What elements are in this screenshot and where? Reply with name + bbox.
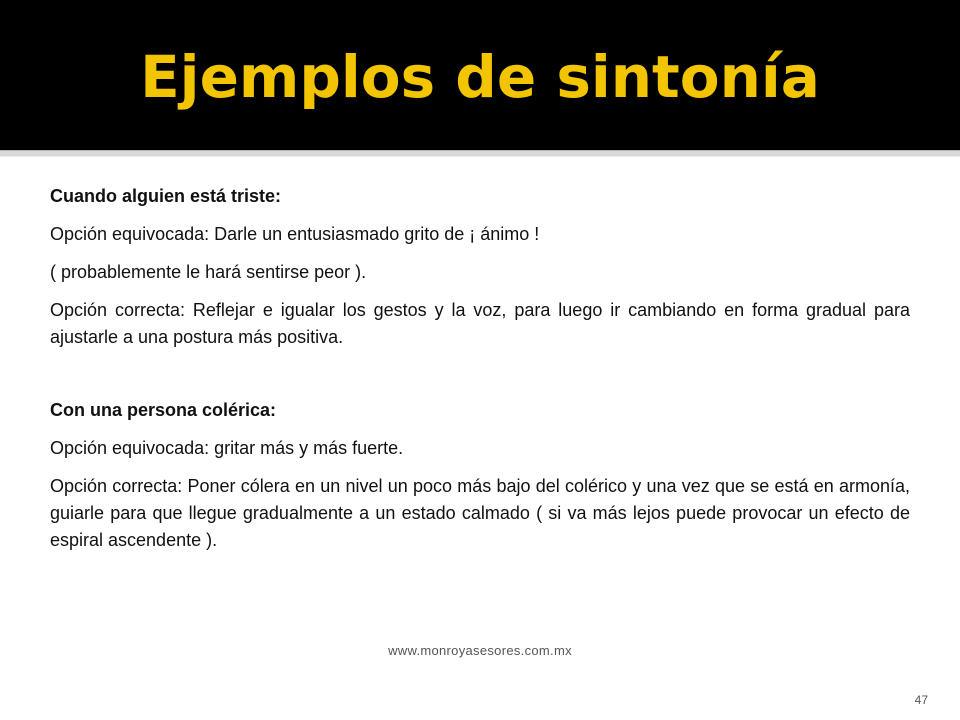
- slide-title: Ejemplos de sintonía: [140, 43, 820, 111]
- title-divider: [0, 150, 960, 157]
- footer-url: www.monroyasesores.com.mx: [388, 643, 572, 658]
- wrong-option-angry: Opción equivocada: gritar más y más fuerte.: [50, 438, 404, 458]
- section-spacer: [50, 362, 910, 397]
- section-heading-sad: Cuando alguien está triste:: [50, 186, 282, 206]
- slide-body: [50, 183, 910, 565]
- wrong-option-sad: Opción equivocada: Darle un entusiasmado grito de ¡ ánimo !: [50, 224, 540, 244]
- note-sad: ( probablemente le hará sentirse peor ).: [50, 262, 367, 282]
- right-option-angry: Opción correcta: Poner cólera en un nivel un poco más bajo del colérico y una vez que se está en armonía, guiarle para que llegue gradualmente a un estado calmado ( si va más lejos puede provocar un efecto de espiral ascendente ).: [50, 476, 910, 550]
- section-heading-angry: Con una persona colérica:: [50, 400, 277, 420]
- title-bar: [0, 0, 960, 150]
- right-option-sad: Opción correcta: Reflejar e igualar los gestos y la voz, para luego ir cambiando en forma gradual para ajustarle a una postura más positiva.: [50, 300, 910, 347]
- page-number: 47: [914, 693, 928, 707]
